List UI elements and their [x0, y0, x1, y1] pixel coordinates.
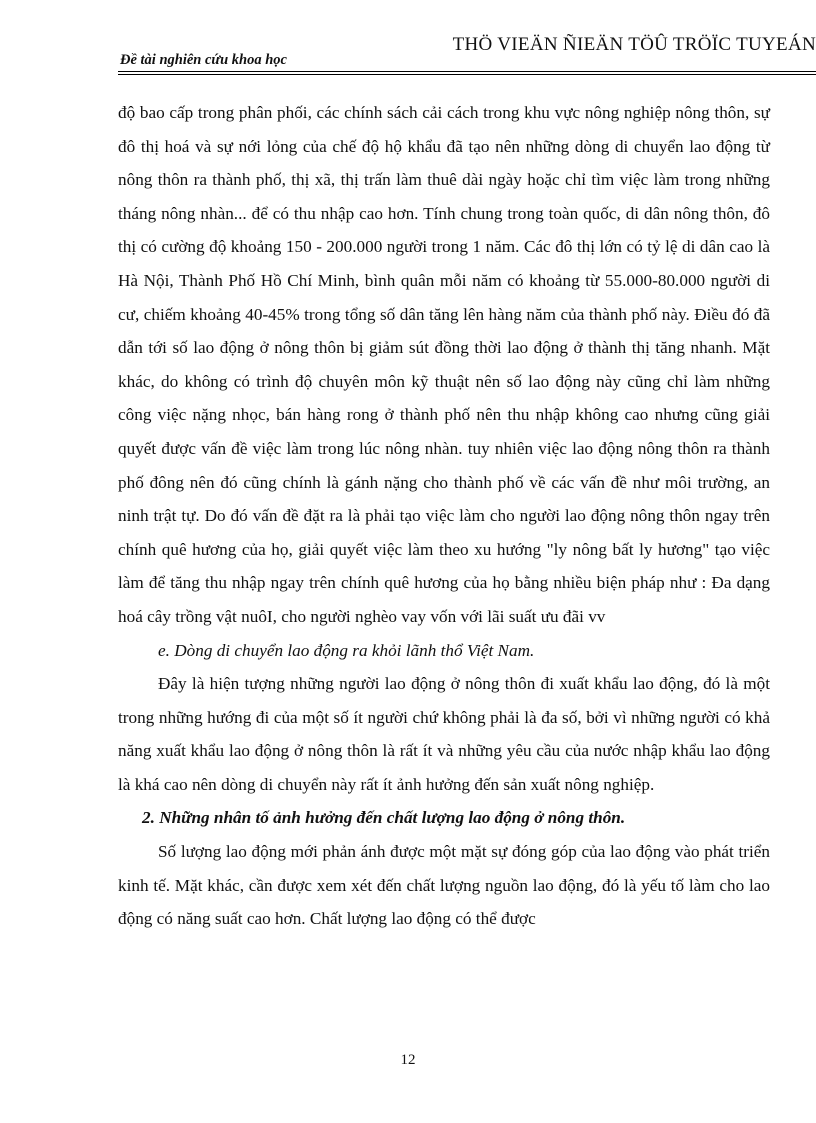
section-heading: 2. Những nhân tố ảnh hưởng đến chất lượng lao động ở nông thôn. [142, 808, 626, 828]
header-rule [118, 71, 816, 75]
header-left-title: Đề tài nghiên cứu khoa học [120, 52, 287, 68]
page-number: 12 [400, 1052, 416, 1068]
subsection-heading: e. Dòng di chuyển lao động ra khỏi lãnh thổ Việt Nam. [158, 640, 535, 660]
body-text [118, 96, 770, 936]
paragraph-migration: độ bao cấp trong phân phối, các chính sách cải cách trong khu vực nông nghiệp nông thôn, sự đô thị hoá và sự nới lỏng của chế độ hộ khẩu đã tạo nên những dòng di chuyển lao động từ nông thôn ra thành phố, thị xã, thị trấn làm thuê dài ngày hoặc chỉ tìm việc làm trong những tháng nông nhàn... để có thu nhập cao hơn. Tính chung trong toàn quốc, di dân nông thôn, đô thị có cường độ khoảng 150 - 200.000 người trong 1 năm. Các đô thị lớn có tỷ lệ di dân cao là Hà Nội, Thành Phố Hồ Chí Minh, bình quân mỗi năm có khoảng từ 55.000-80.000 người di cư, chiếm khoảng 40-45% trong tổng số dân tăng lên hàng năm của thành phố này. Điều đó đã dẫn tới số lao động ở nông thôn bị giảm sút đồng thời lao động ở thành thị tăng nhanh. Mặt khác, do không có trình độ chuyên môn kỹ thuật nên số lao động này cũng chỉ làm những công việc nặng nhọc, bán hàng rong ở thành phố nên thu nhập không cao nhưng cũng giải quyết được vấn đề việc làm trong lúc nông nhàn. tuy nhiên việc lao động nông thôn ra thành phố đông nên đó cũng chính là gánh nặng cho thành phố về các vấn đề như môi trường, an ninh trật tự. Do đó vấn đề đặt ra là phải tạo việc làm cho người lao động nông thôn ngay trên chính quê hương của họ, giải quyết việc làm theo xu hướng "ly nông bất ly hương" tạo việc làm để tăng thu nhập ngay trên chính quê hương của họ bằng nhiều biện pháp như : Đa dạng hoá cây trồng vật nuôI, cho người nghèo vay vốn với lãi suất ưu đãi vv [118, 103, 770, 626]
paragraph-export-labor: Đây là hiện tượng những người lao động ở nông thôn đi xuất khẩu lao động, đó là một trong những hướng đi của một số ít người chứ không phải là đa số, bởi vì những người có khả năng xuất khẩu lao động ở nông thôn là rất ít và những yêu cầu của nước nhập khẩu lao động là khá cao nên dòng di chuyển này rất ít ảnh hưởng đến sản xuất nông nghiệp. [118, 674, 770, 794]
header-right-title: THÖ VIEÄN ÑIEÄN TÖÛ TRÖÏC TUYEÁN [452, 34, 816, 55]
paragraph-labor-quality: Số lượng lao động mới phản ánh được một mặt sự đóng góp của lao động vào phát triển kinh tế. Mặt khác, cần được xem xét đến chất lượng nguồn lao động, đó là yếu tố làm cho lao động có năng suất cao hơn. Chất lượng lao động có thể được [118, 842, 770, 929]
